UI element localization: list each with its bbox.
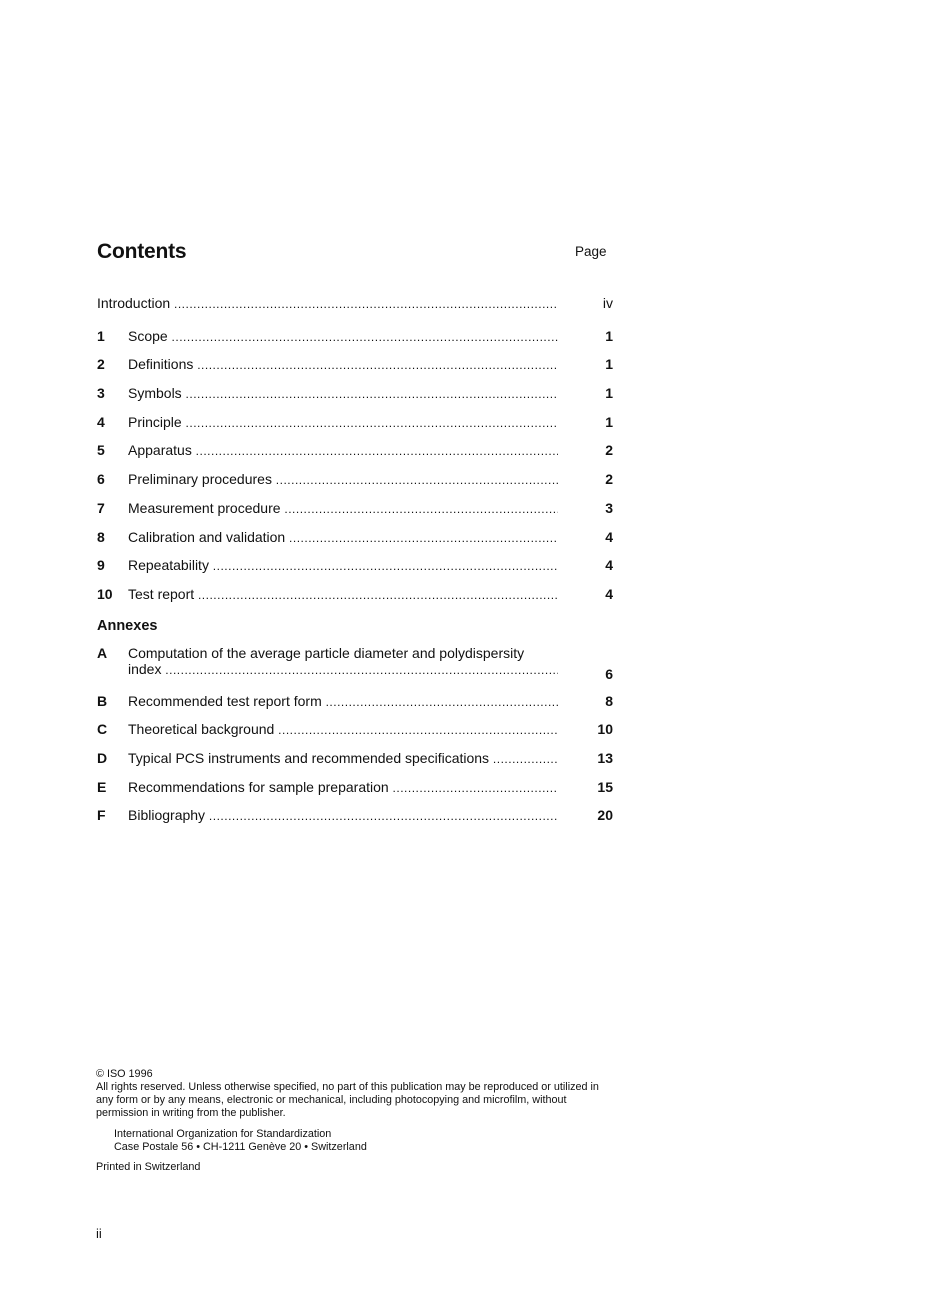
toc-entry-number: 7: [97, 499, 105, 516]
toc-entry-annex-a[interactable]: [97, 645, 617, 693]
toc-entry-label: Recommended test report form .....: [128, 693, 558, 709]
toc-entry-annex-c[interactable]: [97, 721, 617, 750]
toc-entry-number: B: [97, 692, 108, 709]
toc-entry-page: 13: [597, 749, 613, 766]
table-of-contents: [97, 295, 617, 836]
toc-entry-introduction[interactable]: [97, 295, 617, 324]
toc-entry-clause-6[interactable]: [97, 471, 617, 500]
page-number: ii: [96, 1226, 102, 1241]
toc-entry-label: Bibliography .....: [128, 807, 558, 823]
contents-title: Contents: [97, 240, 187, 263]
toc-entry-label: Recommendations for sample preparation .....: [128, 779, 558, 795]
rights-statement: All rights reserved. Unless otherwise specified, no part of this publication may be reproduced or utilized in any form or by any means, electronic or mechanical, including photocopying and microfilm, without permission in writing from the publisher.: [96, 1081, 599, 1119]
toc-entry-label: [128, 645, 558, 677]
toc-entry-number: 10: [97, 585, 113, 602]
toc-entry-page: 1: [605, 385, 613, 402]
toc-entry-clause-7[interactable]: [97, 500, 617, 529]
toc-entry-page: 20: [597, 807, 613, 824]
toc-entry-number: 8: [97, 528, 105, 545]
toc-entry-page: 10: [597, 721, 613, 738]
toc-entry-annex-d[interactable]: [97, 750, 617, 779]
organization-address: Case Postale 56 • CH-1211 Genève 20 • Switzerland: [114, 1141, 367, 1153]
toc-entry-annex-f[interactable]: [97, 807, 617, 836]
toc-entry-clause-3[interactable]: [97, 385, 617, 414]
toc-entry-number: E: [97, 778, 107, 795]
toc-entry-clause-4[interactable]: [97, 414, 617, 443]
toc-entry-annex-b[interactable]: [97, 693, 617, 722]
toc-entry-page: 2: [605, 442, 613, 459]
toc-entry-number: C: [97, 721, 108, 738]
printed-in: Printed in Switzerland: [96, 1161, 201, 1173]
page-column-label: Page: [575, 244, 607, 259]
toc-entry-clause-10[interactable]: [97, 586, 617, 615]
toc-entry-label: Symbols .....: [128, 385, 558, 401]
toc-entry-label: Preliminary procedures .....: [128, 471, 558, 487]
copyright-notice: © ISO 1996: [96, 1068, 153, 1080]
toc-entry-clause-1[interactable]: [97, 328, 617, 357]
toc-entry-number: 2: [97, 356, 105, 373]
toc-entry-number: A: [97, 644, 108, 661]
toc-entry-page: 6: [605, 665, 613, 682]
toc-entry-page: 1: [605, 356, 613, 373]
toc-entry-page: 4: [605, 585, 613, 602]
toc-entry-page: 4: [605, 528, 613, 545]
copyright-block: [96, 1068, 616, 1174]
toc-entry-page: 1: [605, 327, 613, 344]
organization-name: International Organization for Standardization: [114, 1128, 332, 1140]
toc-entry-clause-8[interactable]: [97, 529, 617, 558]
toc-entry-label-line1: Computation of the average particle diameter and polydispersity: [128, 644, 525, 661]
toc-entry-annex-e[interactable]: [97, 779, 617, 808]
toc-entry-label: Theoretical background .....: [128, 721, 558, 737]
toc-entry-label: Measurement procedure .....: [128, 500, 558, 516]
toc-entry-clause-2[interactable]: [97, 356, 617, 385]
toc-entry-page: 15: [597, 778, 613, 795]
toc-entry-number: 3: [97, 385, 105, 402]
toc-entry-label: Introduction .....: [97, 295, 558, 311]
toc-entry-number: 6: [97, 471, 105, 488]
toc-entry-label: Principle .....: [128, 414, 558, 430]
toc-entry-number: 1: [97, 327, 105, 344]
toc-entry-label: Test report .....: [128, 586, 558, 602]
toc-entry-number: 4: [97, 413, 105, 430]
toc-entry-label-line2: index .....: [128, 661, 558, 677]
toc-entry-page: 8: [605, 692, 613, 709]
toc-entry-number: 5: [97, 442, 105, 459]
toc-entry-page: 4: [605, 557, 613, 574]
toc-entry-page: iv: [602, 295, 613, 311]
toc-entry-page: 3: [605, 499, 613, 516]
toc-entry-number: 9: [97, 557, 105, 574]
toc-entry-clause-5[interactable]: [97, 442, 617, 471]
toc-entry-page: 2: [605, 471, 613, 488]
toc-entry-label: Scope .....: [128, 328, 558, 344]
toc-entry-clause-9[interactable]: [97, 557, 617, 586]
toc-entry-page: 1: [605, 413, 613, 430]
annexes-heading: Annexes: [97, 617, 158, 634]
toc-entry-number: F: [97, 807, 106, 824]
toc-entry-label: Typical PCS instruments and recommended specifications .....: [128, 750, 558, 766]
toc-entry-number: D: [97, 749, 108, 766]
toc-entry-label: Repeatability .....: [128, 557, 558, 573]
toc-entry-label: Calibration and validation .....: [128, 529, 558, 545]
toc-entry-label: Apparatus .....: [128, 442, 558, 458]
toc-entry-label: Definitions .....: [128, 356, 558, 372]
